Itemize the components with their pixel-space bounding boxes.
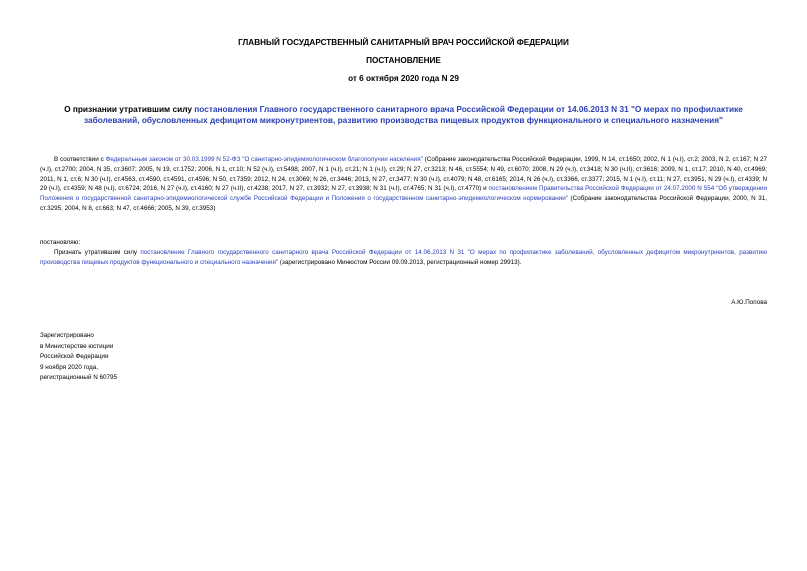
title-link[interactable]: постановления Главного государственного санитарного врача Российской Федерации от 14.06.2013 N 31 "О мерах по профилактике заболеваний, обусловленных дефицитом микронутриентов, развитию производства пищевых продуктов функционального и специального назначения"	[84, 104, 743, 125]
document-title	[40, 104, 767, 126]
registration-line-5: регистрационный N 60795	[40, 374, 118, 382]
signature: А.Ю.Попова	[731, 299, 767, 306]
resolve-label: постановляю:	[40, 239, 81, 246]
registration-line-1: Зарегистрировано	[40, 332, 94, 339]
operative-text-end: (зарегистрировано Минюстом России 09.09.2013, регистрационный номер 29913).	[278, 258, 522, 266]
registration-note	[40, 331, 117, 384]
operative-paragraph	[40, 248, 767, 268]
registration-line-3: Российской Федерации	[40, 353, 109, 361]
preamble-paragraph	[40, 155, 767, 214]
registration-line-4: 9 ноября 2020 года,	[40, 363, 99, 371]
government-decree-link[interactable]: постановлением Правительства Российской Федерации от 24.07.2000 N 554 "Об утверждении Положения о государственной санитарно-эпидемиологической службе Российской Федерации и Положения о государственном санитарно-эпидемиологическом нормировании"	[40, 185, 768, 203]
document-date-number: от 6 октября 2020 года N 29	[348, 74, 459, 83]
issuing-authority: ГЛАВНЫЙ ГОСУДАРСТВЕННЫЙ САНИТАРНЫЙ ВРАЧ РОССИЙСКОЙ ФЕДЕРАЦИИ	[238, 38, 569, 47]
preamble-text-start: В соответствии с	[54, 156, 106, 163]
federal-law-link[interactable]: Федеральным законом от 30.03.1999 N 52-ФЗ "О санитарно-эпидемиологическом благополучии населения"	[105, 156, 423, 163]
document-type: ПОСТАНОВЛЕНИЕ	[366, 56, 441, 65]
registration-line-2: в Министерстве юстиции	[40, 342, 114, 350]
preamble-text-citations: (Собрание законодательства Российской Федерации, 1999, N 14, ст.1650; 2002, N 1 (ч.I), ст.2; 2003, N 2, ст.167; N 27 (ч.I), ст.2700; 2004, N 35, ст.3607; 2005, N 19, ст.1752; 2006, N 1, ст.10; N 52 (ч.I), ст.5498; 2007, N 1 (ч.I), ст.21; N 1 (ч.I), ст.29; N 27, ст.3213; N 46, ст.5554; N 49, ст.6070; 2008, N 29 (ч.I), ст.3418; N 30 (ч.II), ст.3616; 2009, N 1, ст.17; 2010, N 40, ст.4969; 2011, N 1, ст.6; N 30 (ч.I), ст.4563, ст.4590, ст.4591, ст.4596; N 50, ст.7359; 2012, N 24, ст.3069; N 26, ст.3446; 2013, N 27, ст.3477; N 30 (ч.I), ст.4079; N 48, ст.6165; 2014, N 26 (ч.I), ст.3366, ст.3377; 2015, N 1 (ч.I), ст.11; N 27, ст.3951, N 29 (ч.I), ст.4339; N 29 (ч.I), ст.4359; N 48 (ч.I), ст.6724; 2016, N 27 (ч.I), ст.4160; N 27 (ч.II), ст.4238; 2017, N 27, ст.3932; N 27, ст.3938; N 31 (ч.I), ст.4765; N 31 (ч.I), ст.4770) и	[40, 156, 768, 193]
operative-text-start: Признать утратившим силу	[54, 249, 141, 256]
repealed-decree-link[interactable]: постановление Главного государственного санитарного врача Российской Федерации от 14.06.2013 N 31 "О мерах по профилактике заболеваний, обусловленных дефицитом микронутриентов, развитию производства пищевых продуктов функционального и специального назначения"	[40, 249, 767, 266]
preamble-text-end: (Собрание законодательства Российской Федерации, 2000, N 31, ст.3295; 2004, N 8, ст.663; N 47, ст.4666; 2005, N 39, ст.3953)	[40, 195, 767, 212]
title-prefix: О признании утратившим силу	[64, 104, 195, 114]
